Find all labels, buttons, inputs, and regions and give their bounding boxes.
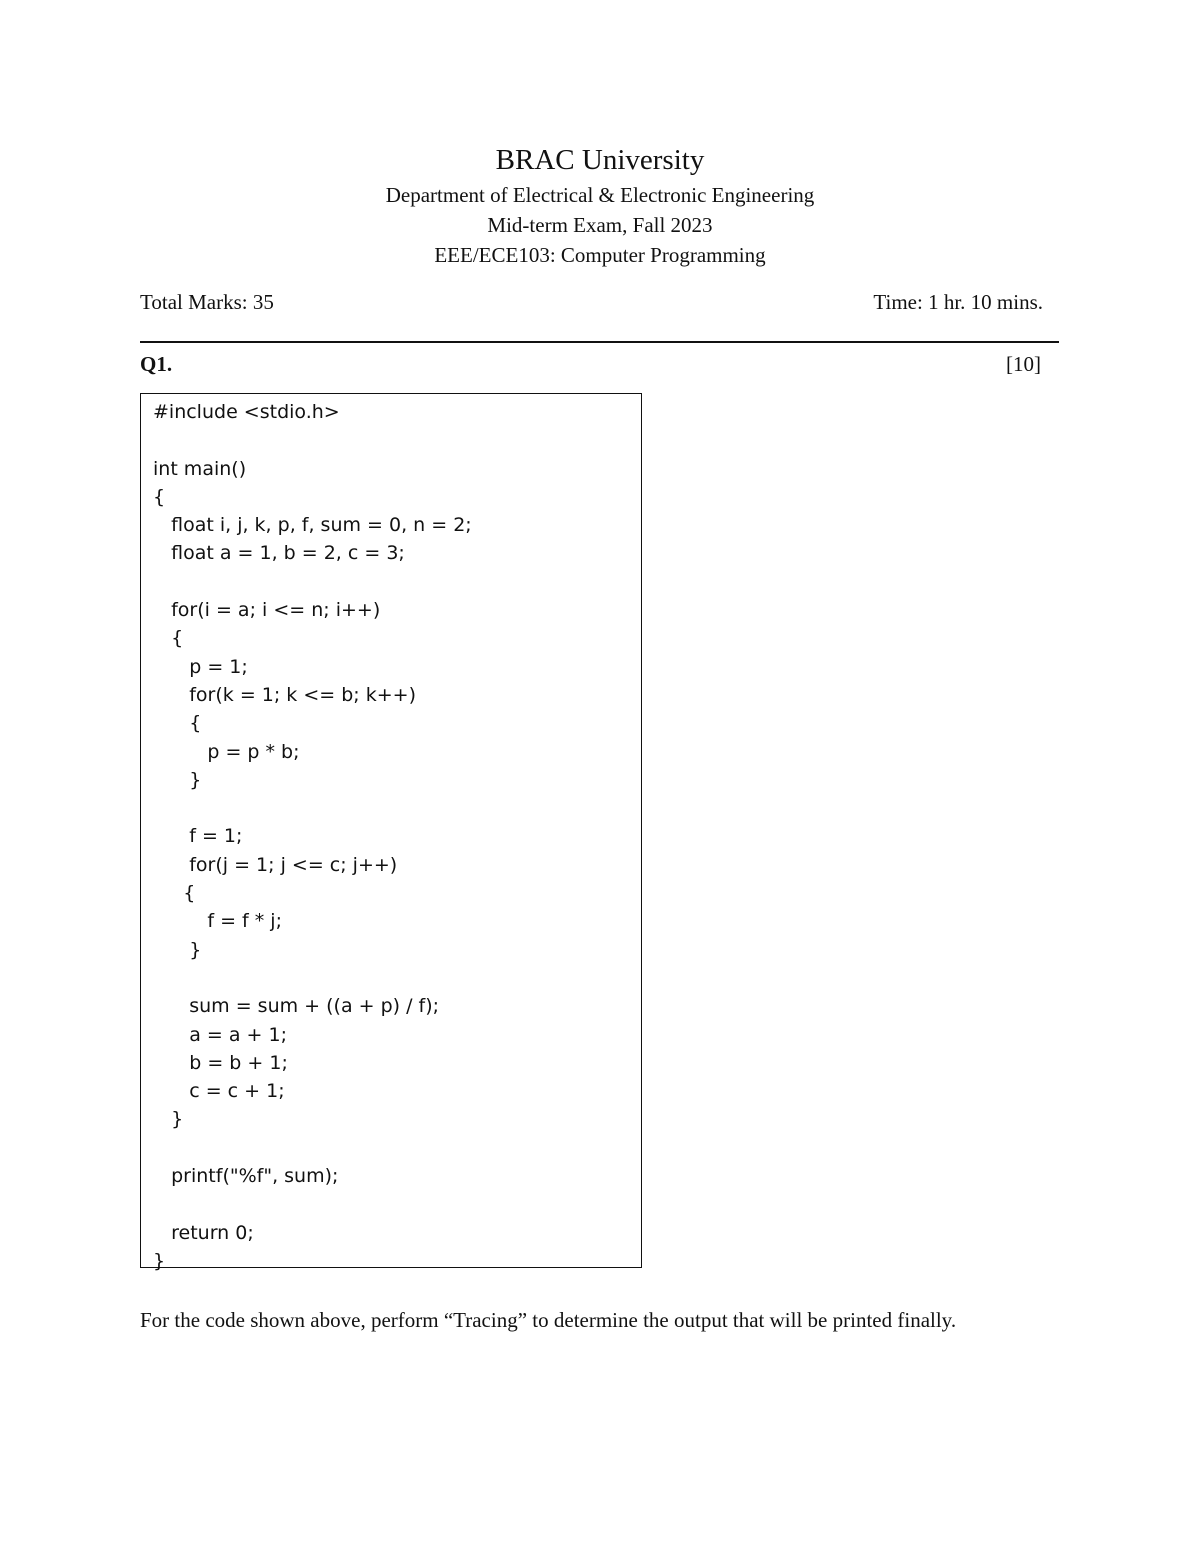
code-line: { xyxy=(153,882,196,905)
code-line: } xyxy=(153,1249,166,1272)
header-divider xyxy=(140,341,1059,343)
code-line: for(k = 1; k <= b; k++) xyxy=(153,683,416,706)
code-line: { xyxy=(153,485,166,508)
department-name: Department of Electrical & Electronic Engineering xyxy=(385,183,815,207)
code-line: { xyxy=(153,712,202,735)
code-line: a = a + 1; xyxy=(153,1023,288,1046)
exam-time: Time: 1 hr. 10 mins. xyxy=(873,290,1043,314)
code-line: } xyxy=(153,1108,184,1131)
code-line: float i, j, k, p, f, sum = 0, n = 2; xyxy=(153,514,472,537)
code-line: b = b + 1; xyxy=(153,1051,288,1074)
code-line: int main() xyxy=(153,457,247,480)
question-instruction: For the code shown above, perform “Tracing” to determine the output that will be printed finally. xyxy=(140,1308,957,1332)
code-line: f = f * j; xyxy=(153,910,282,933)
code-line xyxy=(153,426,472,454)
code-line: } xyxy=(153,768,202,791)
question-label: Q1. xyxy=(140,352,173,376)
code-line: f = 1; xyxy=(153,825,243,848)
code-line xyxy=(153,964,472,992)
code-line xyxy=(153,568,472,596)
code-line: printf("%f", sum); xyxy=(153,1165,339,1188)
code-box xyxy=(140,393,642,1272)
code-line: float a = 1, b = 2, c = 3; xyxy=(153,542,405,565)
code-line: for(j = 1; j <= c; j++) xyxy=(153,853,398,876)
code-line xyxy=(153,794,472,822)
code-line xyxy=(153,1134,472,1162)
code-line: sum = sum + ((a + p) / f); xyxy=(153,995,440,1018)
total-marks: Total Marks: 35 xyxy=(140,290,274,314)
code-line: } xyxy=(153,938,202,961)
code-line: p = p * b; xyxy=(153,740,300,763)
code-line xyxy=(153,1190,472,1218)
course-title: EEE/ECE103: Computer Programming xyxy=(434,243,766,267)
exam-header xyxy=(0,140,1200,270)
question-marks: [10] xyxy=(1006,352,1041,376)
exam-title: Mid-term Exam, Fall 2023 xyxy=(487,213,713,237)
university-name: BRAC University xyxy=(495,144,705,176)
code-line: { xyxy=(153,627,184,650)
code-line: #include <stdio.h> xyxy=(153,401,340,423)
code-line: for(i = a; i <= n; i++) xyxy=(153,599,381,622)
code-line: p = 1; xyxy=(153,655,248,678)
code-listing xyxy=(153,398,472,1275)
code-line: c = c + 1; xyxy=(153,1080,285,1103)
code-line: return 0; xyxy=(153,1221,254,1244)
